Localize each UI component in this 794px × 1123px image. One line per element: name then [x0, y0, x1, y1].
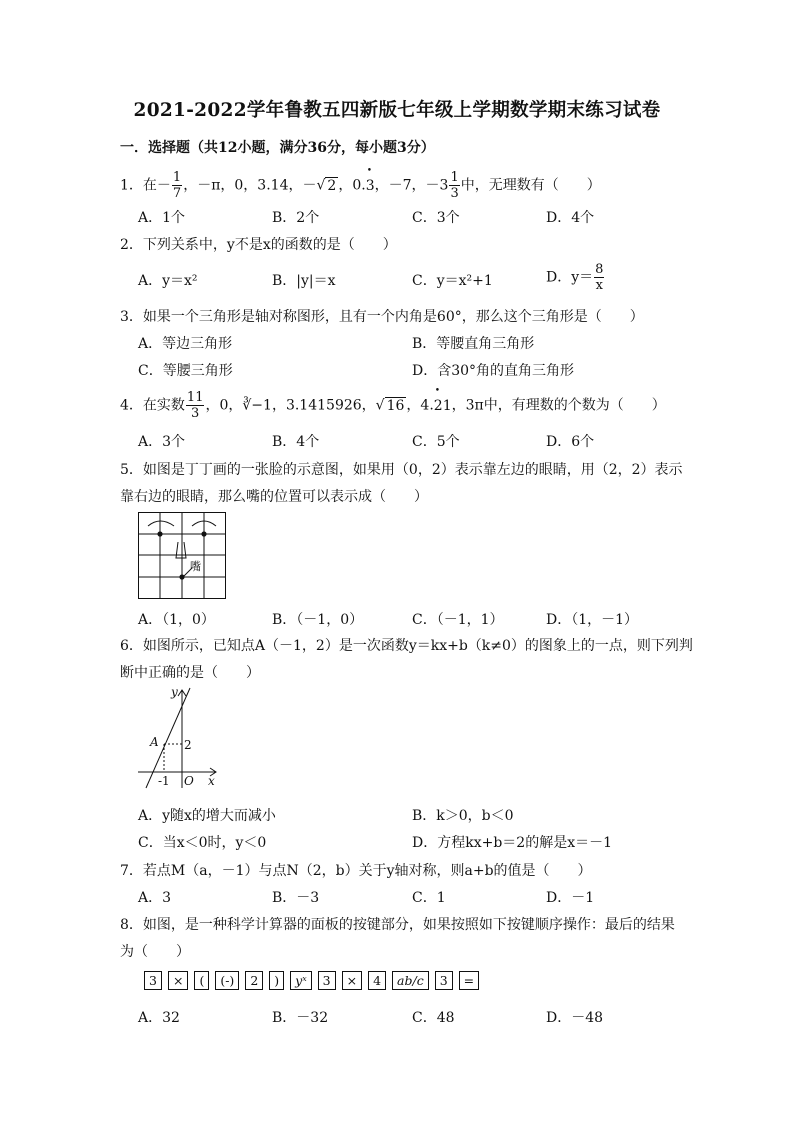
q1-option-c[interactable]: C．3个	[412, 210, 460, 226]
q2-option-a[interactable]: A．y＝x²	[138, 273, 198, 289]
q1-text-pre: 1．在－	[120, 177, 171, 194]
q2-option-d-text: D．y＝	[546, 269, 594, 286]
calc-key[interactable]: ab/c	[392, 971, 429, 990]
q4-text-mid: ，0，	[205, 397, 243, 414]
q2-option-d-fraction: $\frac{8}{x}$	[595, 262, 604, 293]
q7-option-b[interactable]: B．－3	[272, 890, 320, 906]
q1-option-d[interactable]: D．4个	[546, 210, 595, 226]
q1-text-post: 中，无理数有（ ）	[460, 177, 601, 194]
origin-label: O	[184, 774, 194, 788]
calc-key[interactable]: yˣ	[290, 971, 312, 990]
q5-option-a[interactable]: A．（1，0）	[138, 612, 215, 628]
calc-key[interactable]: ×	[342, 971, 362, 990]
calc-key[interactable]: 3	[435, 971, 453, 990]
q1-option-b[interactable]: B．2个	[272, 210, 320, 226]
q1-fraction: $\frac{1}{7}$	[172, 170, 182, 201]
q8-option-d[interactable]: D．－48	[546, 1010, 604, 1026]
question-6-line-1: 6．如图所示，已知点A（－1，2）是一次函数y＝kx+b（k≠0）的图象上的一点，则下列判	[120, 638, 693, 654]
q2-option-d[interactable]	[546, 262, 605, 293]
question-3: 3．如果一个三角形是轴对称图形，且有一个内角是60°，那么这个三角形是（ ）	[120, 309, 644, 325]
y-axis-label: y	[171, 685, 178, 699]
page-title: 2021-2022学年鲁教五四新版七年级上学期数学期末练习试卷	[133, 100, 661, 121]
calc-key[interactable]: 4	[368, 971, 386, 990]
calc-key[interactable]: (	[194, 971, 209, 990]
q3-option-a[interactable]: A．等边三角形	[138, 336, 233, 352]
sqrt-symbol: √	[316, 177, 326, 194]
question-5-line-2: 靠右边的眼睛，那么嘴的位置可以表示成（ ）	[120, 489, 428, 505]
section-heading: 一．选择题（共12小题，满分36分，每小题3分）	[120, 140, 435, 156]
tick-label-neg1: -1	[158, 774, 170, 788]
q2-option-c[interactable]: C．y＝x²+1	[412, 273, 493, 289]
calc-key[interactable]: 3	[144, 971, 162, 990]
question-7: 7．若点M（a，－1）与点N（2，b）关于y轴对称，则a+b的值是（ ）	[120, 863, 592, 879]
face-grid-figure	[138, 512, 228, 600]
q4-text-mid2: ，3.1415926，	[271, 397, 376, 414]
q6-option-c[interactable]: C．当x＜0时，y＜0	[138, 835, 267, 851]
q4-fraction: $\frac{11}{3}$	[186, 390, 204, 421]
right-eye-dot	[201, 531, 206, 536]
q6-option-d[interactable]: D．方程kx+b＝2的解是x＝－1	[412, 835, 613, 851]
point-a-label: A	[150, 735, 159, 749]
q1-text-mid3: ，－7，－3	[374, 177, 449, 194]
q1-mixed-fraction: $\frac{1}{3}$	[450, 170, 459, 201]
q4-option-a[interactable]: A．3个	[138, 434, 186, 450]
q8-option-a[interactable]: A．32	[138, 1010, 180, 1026]
calc-key[interactable]: 3	[318, 971, 336, 990]
question-4	[120, 390, 666, 421]
question-1	[120, 170, 601, 201]
q4-radicand: 16	[386, 397, 405, 414]
q4-repeating-digits: • 21	[434, 398, 452, 414]
q1-option-a[interactable]: A．1个	[138, 210, 186, 226]
q3-option-b[interactable]: B．等腰直角三角形	[412, 336, 535, 352]
q8-option-c[interactable]: C．48	[412, 1010, 455, 1026]
sqrt-symbol: √	[375, 397, 385, 414]
left-eye-dot	[157, 531, 162, 536]
q1-radicand: 2	[327, 177, 337, 194]
q4-text-mid3: ，4.	[406, 397, 434, 414]
q4-text-post: ，3π中，有理数的个数为（ ）	[451, 397, 666, 414]
q3-option-c[interactable]: C．等腰三角形	[138, 363, 233, 379]
q4-option-b[interactable]: B．4个	[272, 434, 320, 450]
calc-key[interactable]: (-)	[215, 971, 239, 990]
q5-option-b[interactable]: B．（－1，0）	[272, 612, 364, 628]
q4-option-d[interactable]: D．6个	[546, 434, 595, 450]
calculator-key-sequence	[144, 971, 485, 990]
calc-key[interactable]: )	[269, 971, 284, 990]
question-2: 2．下列关系中，y不是x的函数的是（ ）	[120, 237, 397, 253]
calc-key[interactable]: ×	[168, 971, 188, 990]
question-5-line-1: 5．如图是丁丁画的一张脸的示意图，如果用（0，2）表示靠左边的眼睛，用（2，2）表示	[120, 462, 683, 478]
question-8-line-1: 8．如图，是一种科学计算器的面板的按键部分，如果按照如下按键顺序操作：最后的结果	[120, 917, 675, 933]
q1-repeating-digit: • 3	[366, 178, 375, 194]
q7-option-d[interactable]: D．－1	[546, 890, 595, 906]
question-6-line-2: 断中正确的是（ ）	[120, 665, 260, 681]
q3-option-d[interactable]: D．含30°角的直角三角形	[412, 363, 575, 379]
cube-root: ∛−1	[242, 397, 272, 414]
tick-label-2: 2	[184, 738, 192, 752]
q4-text-pre: 4．在实数	[120, 397, 185, 414]
mouth-label: 嘴	[190, 560, 201, 573]
q5-option-d[interactable]: D．（1，－1）	[546, 612, 639, 628]
calc-key[interactable]: 2	[245, 971, 263, 990]
q7-option-a[interactable]: A．3	[138, 890, 172, 906]
q2-option-b[interactable]: B．|y|＝x	[272, 273, 336, 289]
q1-text-mid: ，－π，0，3.14，－	[183, 177, 317, 194]
mouth-dot	[179, 574, 184, 579]
q1-text-mid2: ，0.	[338, 177, 366, 194]
q7-option-c[interactable]: C．1	[412, 890, 446, 906]
q8-option-b[interactable]: B．－32	[272, 1010, 329, 1026]
question-8-line-2: 为（ ）	[120, 944, 190, 960]
x-axis-label: x	[208, 774, 215, 788]
q5-option-c[interactable]: C．（－1，1）	[412, 612, 504, 628]
q4-option-c[interactable]: C．5个	[412, 434, 460, 450]
linear-function-graph	[136, 684, 228, 790]
q6-option-b[interactable]: B．k＞0，b＜0	[412, 808, 514, 824]
q6-option-a[interactable]: A．y随x的增大而减小	[138, 808, 276, 824]
calc-key[interactable]: =	[459, 971, 479, 990]
